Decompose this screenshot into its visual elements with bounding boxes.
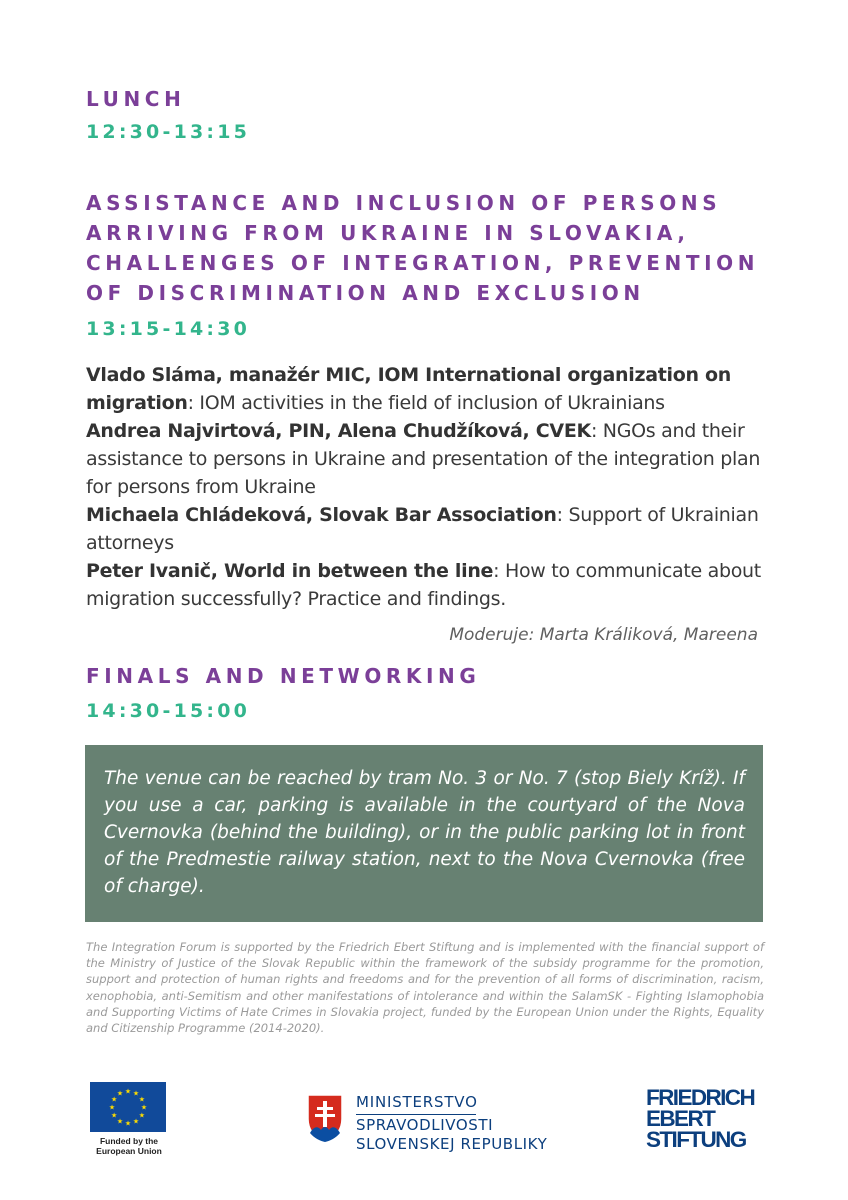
eu-star-icon: ★ xyxy=(111,1111,118,1120)
session-title-line: ARRIVING FROM UKRAINE IN SLOVAKIA, xyxy=(86,221,690,245)
fes-logo-line: STIFTUNG xyxy=(646,1127,746,1152)
eu-star-icon: ★ xyxy=(138,1111,145,1120)
talk-topic: : IOM activities in the field of inclusion of Ukrainians xyxy=(187,392,665,414)
funding-disclaimer: The Integration Forum is supported by the Friedrich Ebert Stiftung and is implemented with the financial support of the Ministry of Justice of the Slovak Republic within the framework of the subsidy programme for the promotion, support and protection of human rights and freedoms and for the prevention of all forms of discrimination, racism, xenophobia, anti-Semitism and other manifestations of intolerance and within the SalamSK - Fighting Islamophobia and Supporting Victims of Hate Crimes in Slovakia project, funded by the European Union under the Rights, Equality and Citizenship Programme (2014-2020). xyxy=(86,940,764,1036)
eu-star-icon: ★ xyxy=(132,1089,140,1098)
eu-star-icon: ★ xyxy=(132,1117,140,1126)
ministry-name-line3: SLOVENSKEJ REPUBLIKY xyxy=(356,1135,548,1154)
slovak-coat-of-arms-icon xyxy=(306,1093,344,1143)
talk-speaker: Michaela Chládeková, Slovak Bar Association xyxy=(86,504,557,526)
finals-title: FINALS AND NETWORKING xyxy=(86,664,481,688)
session-title-line: ASSISTANCE AND INCLUSION OF PERSONS xyxy=(86,191,722,215)
venue-info-box xyxy=(85,745,763,922)
eu-star-icon: ★ xyxy=(140,1103,148,1112)
venue-note: The venue can be reached by tram No. 3 or No. 7 (stop Biely Kríž). If you use a car, parking is available in the courtyard of the Nova Cvernovka (behind the building), or in the public parking lot in front of the Predmestie railway station, next to the Nova Cvernovka (free of charge). xyxy=(104,768,745,897)
fes-logo-line: EBERT xyxy=(646,1106,715,1131)
moderator: Moderuje: Marta Králiková, Mareena xyxy=(449,625,758,645)
session-title-line: OF DISCRIMINATION AND EXCLUSION xyxy=(86,281,645,305)
eu-star-icon: ★ xyxy=(124,1087,132,1096)
talk-speaker: Andrea Najvirtová, PIN, Alena Chudžíková, CVEK xyxy=(86,420,591,442)
eu-star-icon: ★ xyxy=(111,1095,118,1104)
eu-star-icon: ★ xyxy=(116,1089,124,1098)
eu-logo xyxy=(90,1082,168,1156)
eu-star-icon: ★ xyxy=(108,1103,116,1112)
eu-caption-line: European Union xyxy=(96,1146,162,1156)
ministry-name-line1: MINISTERSTVO xyxy=(356,1093,478,1111)
lunch-title: LUNCH xyxy=(86,87,186,111)
talk-item xyxy=(86,417,776,501)
eu-flag-icon xyxy=(90,1082,166,1132)
talk-item xyxy=(86,501,776,557)
talk-topic: : How to communicate about migration successfully? Practice and findings. xyxy=(86,560,761,610)
eu-caption-line: Funded by the xyxy=(99,1136,159,1146)
talk-speaker: Peter Ivanič, World in between the line xyxy=(86,560,494,582)
session-title-line: CHALLENGES OF INTEGRATION, PREVENTION xyxy=(86,251,760,275)
fes-logo xyxy=(646,1087,771,1150)
eu-star-icon: ★ xyxy=(138,1095,145,1104)
ministry-name-line2: SPRAVODLIVOSTI xyxy=(356,1116,494,1135)
eu-caption xyxy=(90,1136,168,1156)
finals-time: 14:30-15:00 xyxy=(86,700,251,722)
session-title xyxy=(86,188,759,308)
ministry-logo xyxy=(306,1093,566,1153)
session-time: 13:15-14:30 xyxy=(86,318,251,340)
talk-speaker: Vlado Sláma, manažér MIC, IOM International organization on migration xyxy=(86,364,732,414)
eu-star-icon: ★ xyxy=(124,1119,132,1128)
talk-topic: : NGOs and their assistance to persons in Ukraine and presentation of the integration plan for persons from Ukraine xyxy=(86,420,761,498)
fes-logo-line: FRIEDRICH xyxy=(646,1085,755,1110)
talk-topic: : Support of Ukrainian attorneys xyxy=(86,504,759,554)
talk-item xyxy=(86,557,776,613)
eu-star-icon: ★ xyxy=(116,1117,124,1126)
talk-list xyxy=(86,361,776,613)
ministry-divider xyxy=(356,1114,476,1115)
lunch-time: 12:30-13:15 xyxy=(86,121,251,143)
talk-item xyxy=(86,361,776,417)
